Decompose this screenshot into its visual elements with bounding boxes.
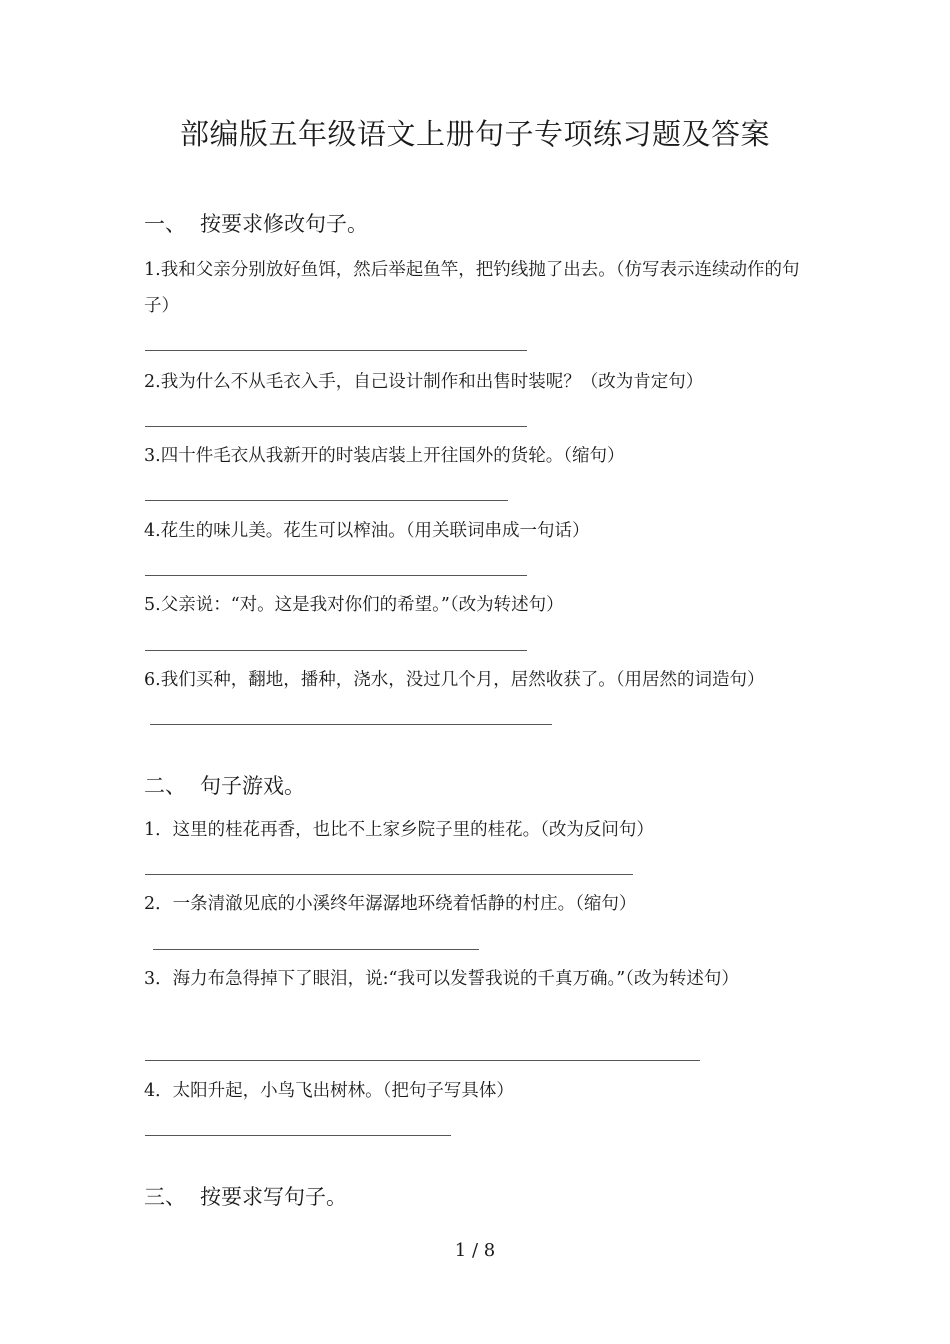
- question-2-1: 1．这里的桂花再香，也比不上家乡院子里的桂花。（改为反问句）: [144, 820, 654, 840]
- question-1-1: 1.我和父亲分别放好鱼饵，然后举起鱼竿，把钓线抛了出去。（仿写表示连续动作的句子）: [144, 260, 800, 316]
- question-2-3: 3．海力布急得掉下了眼泪，说:“我可以发誓我说的千真万确。”（改为转述句）: [144, 969, 739, 989]
- section-number: 一、: [144, 212, 186, 236]
- answer-line-1-6[interactable]: [150, 702, 552, 725]
- section-number: 二、: [144, 774, 186, 798]
- answer-line-1-4[interactable]: [145, 575, 527, 576]
- question-1-3: 3.四十件毛衣从我新开的时装店装上开往国外的货轮。（缩句）: [144, 446, 625, 466]
- answer-line-2-4[interactable]: [145, 1135, 451, 1136]
- section-heading-3: [144, 1181, 347, 1211]
- question-1-5: 5.父亲说：“对。这是我对你们的希望。”（改为转述句）: [144, 595, 564, 615]
- section-title: 按要求写句子。: [200, 1185, 347, 1209]
- answer-line-2-1[interactable]: [145, 874, 633, 875]
- question-1-6-text: 6.我们买种，翻地，播种，浇水，没过几个月，居然收获了。（用居然的词造句）: [144, 670, 765, 690]
- answer-line-2-2[interactable]: [153, 949, 479, 950]
- answer-line-1-5[interactable]: [145, 650, 527, 651]
- question-1-4: 4.花生的味儿美。花生可以榨油。（用关联词串成一句话）: [144, 521, 590, 541]
- answer-line-2-3[interactable]: [145, 1060, 700, 1061]
- page-title: 部编版五年级语文上册句子专项练习题及答案: [179, 117, 770, 151]
- section-heading-1: [144, 208, 368, 238]
- question-1-6: [144, 662, 804, 734]
- answer-line-1-3[interactable]: [145, 500, 508, 501]
- section-heading-2: [144, 770, 305, 800]
- question-1-2: 2.我为什么不从毛衣入手，自己设计制作和出售时装呢？（改为肯定句）: [144, 372, 704, 392]
- question-2-2: 2．一条清澈见底的小溪终年潺潺地环绕着恬静的村庄。（缩句）: [144, 894, 637, 914]
- page-number: 1 / 8: [454, 1240, 496, 1261]
- answer-line-1-1[interactable]: [145, 350, 527, 351]
- question-2-4: 4．太阳升起，小鸟飞出树林。（把句子写具体）: [144, 1081, 514, 1101]
- section-title: 句子游戏。: [200, 774, 305, 798]
- answer-line-1-2[interactable]: [145, 426, 527, 427]
- section-number: 三、: [144, 1185, 186, 1209]
- section-title: 按要求修改句子。: [200, 212, 368, 236]
